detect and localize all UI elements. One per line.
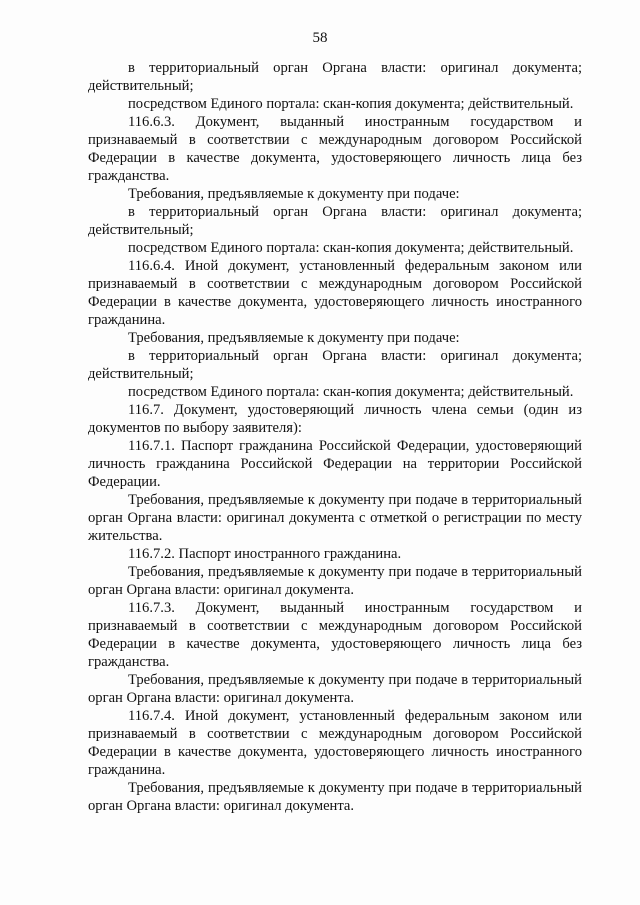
page-number: 58: [312, 30, 328, 46]
paragraph: 116.7.2. Паспорт иностранного гражданина.: [128, 546, 402, 562]
paragraph: 116.7.3. Документ, выданный иностранным государством и признаваемый в соответствии с международным договором Российской Федерации в качестве документа, удостоверяющего личность лица без гражданства.: [88, 600, 582, 670]
paragraph: в территориальный орган Органа власти: оригинал документа; действительный;: [88, 204, 582, 238]
paragraph: Требования, предъявляемые к документу при подаче:: [128, 186, 460, 202]
paragraph: Требования, предъявляемые к документу при подаче:: [128, 330, 460, 346]
paragraph: Требования, предъявляемые к документу при подаче в территориальный орган Органа власти: оригинал документа.: [88, 564, 582, 598]
paragraph: 116.7.4. Иной документ, установленный федеральным законом или признаваемый в соответствии с международным договором Российской Федерации в качестве документа, удостоверяющего личность иностранного гражданина.: [88, 708, 582, 778]
paragraph: 116.6.3. Документ, выданный иностранным государством и признаваемый в соответствии с международным договором Российской Федерации в качестве документа, удостоверяющего личность лица без гражданства.: [88, 114, 582, 184]
paragraph: 116.6.4. Иной документ, установленный федеральным законом или признаваемый в соответствии с международным договором Российской Федерации в качестве документа, удостоверяющего личность иностранного гражданина.: [88, 258, 582, 328]
paragraph: Требования, предъявляемые к документу при подаче в территориальный орган Органа власти: оригинал документа.: [88, 780, 582, 814]
paragraph: в территориальный орган Органа власти: оригинал документа; действительный;: [88, 60, 582, 94]
paragraph: Требования, предъявляемые к документу при подаче в территориальный орган Органа власти: оригинал документа.: [88, 672, 582, 706]
document-body: [88, 59, 582, 815]
paragraph: посредством Единого портала: скан-копия документа; действительный.: [128, 96, 574, 112]
paragraph: посредством Единого портала: скан-копия документа; действительный.: [128, 384, 574, 400]
paragraph: в территориальный орган Органа власти: оригинал документа; действительный;: [88, 348, 582, 382]
paragraph: 116.7. Документ, удостоверяющий личность члена семьи (один из документов по выбору заявителя):: [88, 402, 582, 436]
paragraph: посредством Единого портала: скан-копия документа; действительный.: [128, 240, 574, 256]
paragraph: 116.7.1. Паспорт гражданина Российской Федерации, удостоверяющий личность гражданина Российской Федерации на территории Российской Федерации.: [88, 438, 582, 490]
paragraph: Требования, предъявляемые к документу при подаче в территориальный орган Органа власти: оригинал документа с отметкой о регистрации по месту жительства.: [88, 492, 582, 544]
